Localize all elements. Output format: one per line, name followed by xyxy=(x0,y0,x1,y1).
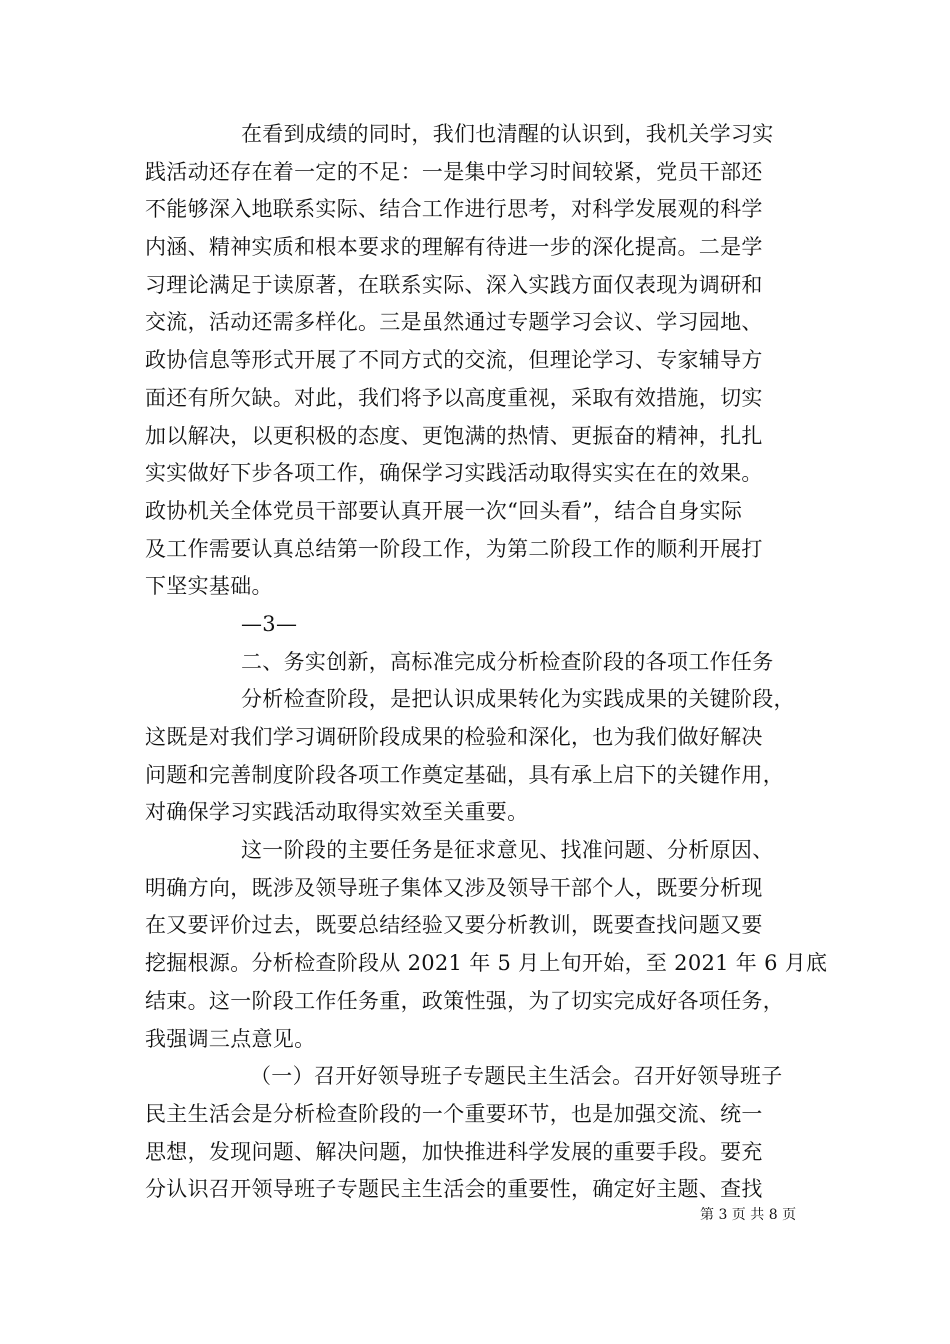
body-line-1: 在看到成绩的同时，我们也清醒的认识到，我机关学习实 xyxy=(241,122,774,146)
body-line-5: 习理论满足于读原著，在联系实际、深入实践方面仅表现为调研和 xyxy=(145,272,763,297)
body-line-21: 明确方向，既涉及领导班子集体又涉及领导干部个人，既要分析现 xyxy=(145,875,763,900)
body-line-22: 在又要评价过去，既要总结经验又要分析教训，既要查找问题又要 xyxy=(145,913,763,938)
inline-page-marker: —3— xyxy=(241,611,298,636)
body-line-25: 我强调三点意见。 xyxy=(145,1026,316,1051)
body-line-23: 挖掘根源。分析检查阶段从 2021 年 5 月上旬开始，至 2021 年 6 月底 xyxy=(145,951,828,976)
subsection-heading: （一）召开好领导班子专题民主生活会。召开好领导班子 xyxy=(250,1064,783,1089)
body-line-6: 交流，活动还需多样化。三是虽然通过专题学习会议、学习园地、 xyxy=(145,310,763,335)
body-line-3: 不能够深入地联系实际、结合工作进行思考，对科学发展观的科学 xyxy=(145,197,763,222)
body-line-18: 问题和完善制度阶段各项工作奠定基础，具有承上启下的关键作用， xyxy=(145,762,784,787)
section-heading: 二、务实创新，高标准完成分析检查阶段的各项工作任务 xyxy=(241,649,774,674)
body-line-16: 分析检查阶段，是把认识成果转化为实践成果的关键阶段， xyxy=(241,687,795,712)
body-line-24: 结束。这一阶段工作任务重，政策性强，为了切实完成好各项任务， xyxy=(145,988,784,1013)
page-footer: 第 3 页 共 8 页 xyxy=(700,1207,797,1223)
body-line-19: 对确保学习实践活动取得实效至关重要。 xyxy=(145,800,529,825)
body-line-4: 内涵、精神实质和根本要求的理解有待进一步的深化提高。二是学 xyxy=(145,235,763,260)
body-line-28: 思想，发现问题、解决问题，加快推进科学发展的重要手段。要充 xyxy=(145,1139,763,1164)
body-line-9: 加以解决，以更积极的态度、更饱满的热情、更振奋的精神，扎扎 xyxy=(145,423,763,448)
body-line-11: 政协机关全体党员干部要认真开展一次“回头看”，结合自身实际 xyxy=(145,498,743,523)
body-line-17: 这既是对我们学习调研阶段成果的检验和深化，也为我们做好解决 xyxy=(145,725,763,749)
body-line-27: 民主生活会是分析检查阶段的一个重要环节，也是加强交流、统一 xyxy=(145,1101,763,1126)
body-line-29: 分认识召开领导班子专题民主生活会的重要性，确定好主题、查找 xyxy=(145,1177,763,1202)
body-line-2: 践活动还存在着一定的不足：一是集中学习时间较紧，党员干部还 xyxy=(145,159,763,184)
body-line-10: 实实做好下步各项工作，确保学习实践活动取得实实在在的效果。 xyxy=(145,461,763,486)
body-line-7: 政协信息等形式开展了不同方式的交流，但理论学习、专家辅导方 xyxy=(145,348,763,373)
body-line-8: 面还有所欠缺。对此，我们将予以高度重视，采取有效措施，切实 xyxy=(145,385,763,410)
body-line-12: 及工作需要认真总结第一阶段工作，为第二阶段工作的顺利开展打 xyxy=(145,536,763,561)
body-line-13: 下坚实基础。 xyxy=(145,574,273,599)
document-body xyxy=(145,116,828,1209)
body-line-20: 这一阶段的主要任务是征求意见、找准问题、分析原因、 xyxy=(241,838,774,863)
